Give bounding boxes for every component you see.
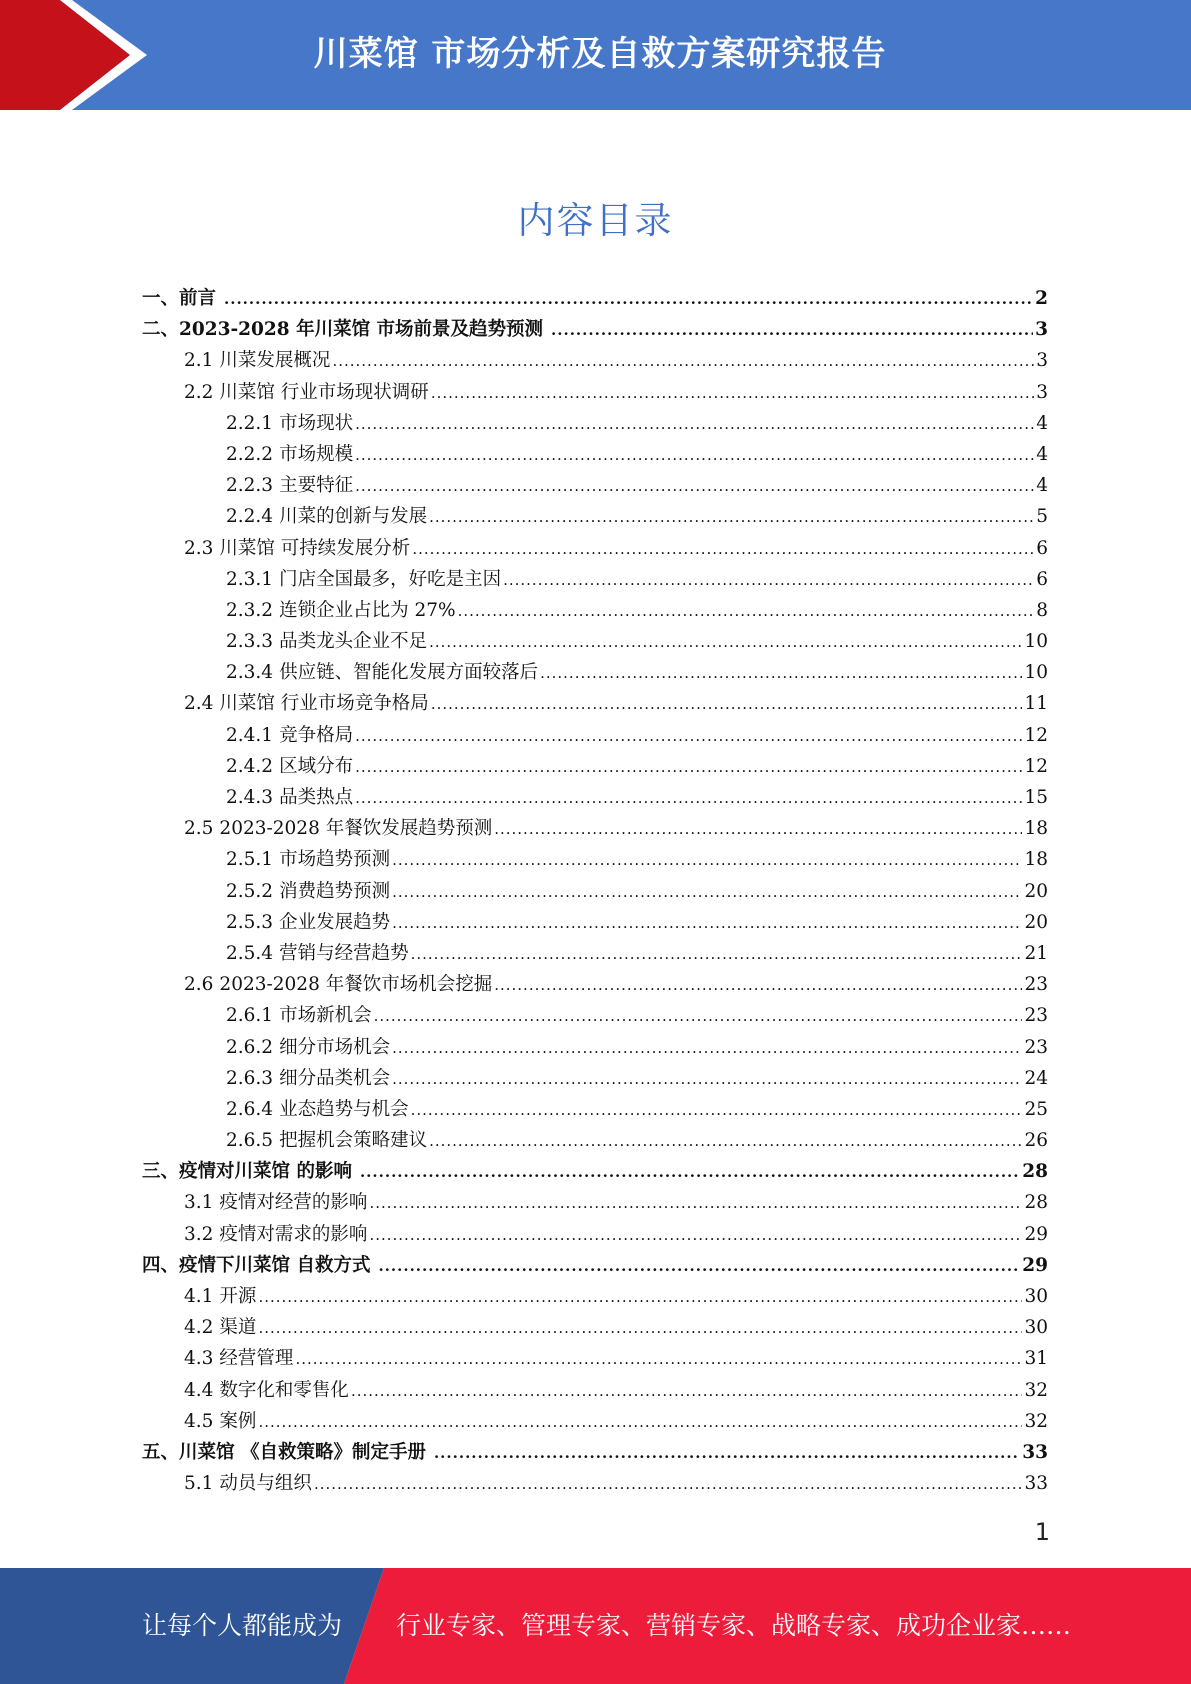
toc-entry[interactable]: [142, 689, 1048, 720]
chevron-decoration: [0, 0, 160, 110]
toc-dot-leader: [355, 415, 1034, 433]
toc-entry[interactable]: [142, 565, 1048, 596]
toc-entry-page: 32: [1024, 1379, 1048, 1401]
toc-entry-page: 6: [1036, 537, 1048, 559]
toc-entry-title: 细分市场机会: [279, 1036, 391, 1058]
toc-entry[interactable]: [142, 1376, 1048, 1407]
toc-entry-number: 四、疫情下川菜馆 自救方式: [142, 1254, 371, 1276]
toc-entry-title: 2023-2028 年餐饮发展趋势预测: [219, 818, 493, 840]
toc-entry-page: 21: [1024, 942, 1048, 964]
toc-entry-number: 2.6: [184, 974, 214, 996]
toc-entry-title: 业态趋势与机会: [279, 1098, 409, 1120]
toc-entry-page: 30: [1024, 1317, 1048, 1339]
toc-dot-leader: [369, 1226, 1022, 1244]
toc-entry-title: 把握机会策略建议: [279, 1130, 428, 1152]
toc-heading: 内容目录: [517, 199, 674, 242]
toc-entry-page: 33: [1022, 1441, 1048, 1463]
toc-dot-leader: [314, 1475, 1023, 1493]
toc-entry-page: 24: [1024, 1067, 1048, 1089]
toc-entry[interactable]: [142, 1469, 1048, 1500]
toc-dot-leader: [494, 820, 1022, 838]
toc-entry-number: 4.2: [184, 1317, 214, 1339]
toc-entry-number: 2.6.1: [226, 1005, 274, 1027]
toc-entry-title: 品类龙头企业不足: [279, 631, 428, 653]
toc-entry-page: 8: [1036, 599, 1048, 621]
toc-entry-number: 2.5: [184, 818, 214, 840]
toc-entry-number: 4.5: [184, 1410, 214, 1432]
toc-dot-leader: [355, 477, 1034, 495]
toc-dot-leader: [494, 976, 1022, 994]
toc-entry-number: 2.5.3: [226, 911, 274, 933]
toc-entry-title: 动员与组织: [219, 1473, 312, 1495]
toc-entry-number: 2.4.3: [226, 787, 274, 808]
toc-dot-leader: [378, 1257, 1020, 1275]
toc-dot-leader: [411, 945, 1023, 963]
toc-entry-number: 2.4.2: [226, 755, 274, 777]
toc-entry-title: 细分品类机会: [279, 1067, 391, 1089]
toc-entry-number: 2.3.1: [226, 568, 274, 590]
toc-entry-title: 竞争格局: [279, 724, 354, 746]
toc-entry-number: 五、川菜馆 《自救策略》制定手册: [142, 1441, 426, 1463]
toc-entry-page: 32: [1024, 1410, 1048, 1432]
footer-slogan: 让每个人都能成为: [142, 1611, 343, 1640]
toc-entry-title: 2023-2028 年餐饮市场机会挖掘: [219, 974, 493, 996]
toc-entry-number: 2.3.2: [226, 599, 274, 621]
toc-entry-page: 26: [1024, 1130, 1048, 1152]
toc-entry-number: 2.5.2: [226, 880, 274, 902]
toc-entry-title: 川菜的创新与发展: [279, 506, 428, 528]
toc-entry-page: 29: [1024, 1223, 1048, 1245]
toc-dot-leader: [351, 1382, 1023, 1400]
toc-entry-page: 12: [1024, 755, 1048, 777]
toc-entry-number: 2.3.3: [226, 631, 274, 653]
toc-entry-title: 开源: [219, 1286, 257, 1307]
toc-entry[interactable]: [142, 1033, 1048, 1064]
toc-entry[interactable]: [142, 939, 1048, 970]
toc-entry-page: 4: [1036, 412, 1048, 434]
toc-entry-page: 31: [1024, 1348, 1048, 1370]
toc-entry-title: 区域分布: [279, 755, 354, 777]
toc-entry[interactable]: [142, 1407, 1048, 1438]
toc-entry[interactable]: [142, 877, 1048, 908]
toc-entry-title: 营销与经营趋势: [279, 942, 409, 964]
toc-dot-leader: [224, 290, 1033, 308]
report-title: 川菜馆 市场分析及自救方案研究报告: [313, 34, 887, 74]
toc-entry[interactable]: [142, 1157, 1048, 1188]
toc-entry-page: 23: [1024, 974, 1048, 996]
toc-entry-title: 川菜馆 行业市场竞争格局: [219, 693, 429, 715]
toc-entry[interactable]: [142, 1126, 1048, 1157]
toc-entry-number: 2.5.1: [226, 849, 274, 871]
toc-entry[interactable]: [142, 1282, 1048, 1313]
toc-dot-leader: [355, 758, 1022, 776]
toc-entry-title: 市场趋势预测: [279, 849, 391, 871]
toc-entry[interactable]: [142, 1064, 1048, 1095]
toc-entry-page: 10: [1024, 662, 1048, 684]
toc-entry[interactable]: [142, 1220, 1048, 1251]
toc-entry[interactable]: [142, 783, 1048, 814]
toc-entry-number: 2.2.2: [226, 443, 274, 465]
toc-entry[interactable]: [142, 409, 1048, 440]
toc-entry[interactable]: [142, 970, 1048, 1001]
toc-dot-leader: [355, 727, 1022, 745]
toc-entry[interactable]: [142, 752, 1048, 783]
toc-entry-page: 2: [1035, 288, 1048, 309]
toc-entry-title: 经营管理: [219, 1348, 294, 1370]
toc-dot-leader: [374, 1007, 1023, 1025]
header-band: [0, 0, 1191, 110]
toc-dot-leader: [392, 851, 1022, 869]
toc-entry-number: 2.3: [184, 537, 214, 559]
toc-entry-page: 3: [1035, 319, 1048, 341]
toc-entry-number: 2.3.4: [226, 662, 274, 684]
toc-entry-title: 企业发展趋势: [279, 911, 391, 933]
toc-entry-number: 2.6.3: [226, 1067, 274, 1089]
toc-dot-leader: [434, 1444, 1020, 1462]
toc-entry-title: 消费趋势预测: [279, 880, 391, 902]
toc-entry-page: 18: [1024, 818, 1048, 840]
toc-dot-leader: [503, 571, 1034, 589]
toc-entry-number: 4.1: [184, 1286, 214, 1307]
toc-entry[interactable]: [142, 378, 1048, 409]
toc-entry-page: 20: [1024, 880, 1048, 902]
toc-entry-page: 6: [1036, 568, 1048, 590]
toc-entry-page: 5: [1036, 506, 1048, 528]
toc-entry-number: 2.4: [184, 693, 214, 715]
toc-dot-leader: [429, 508, 1034, 526]
page-number: 1: [1034, 1518, 1050, 1546]
toc-dot-leader: [392, 1070, 1022, 1088]
toc-dot-leader: [458, 602, 1035, 620]
toc-entry-page: 3: [1036, 381, 1048, 403]
toc-entry-title: 市场规模: [279, 443, 354, 465]
toc-dot-leader: [431, 384, 1034, 402]
toc-entry-number: 三、疫情对川菜馆 的影响: [142, 1161, 352, 1183]
toc-entry[interactable]: [142, 534, 1048, 565]
toc-entry-page: 20: [1024, 911, 1048, 933]
toc-entry-number: 2.2.3: [226, 475, 274, 497]
toc-dot-leader: [369, 1194, 1022, 1212]
toc-entry-page: 15: [1024, 787, 1048, 808]
toc-entry-page: 18: [1024, 849, 1048, 871]
toc-entry[interactable]: [142, 346, 1048, 377]
toc-entry[interactable]: [142, 908, 1048, 939]
toc-entry-number: 一、前言: [142, 288, 217, 309]
toc-entry-page: 3: [1036, 350, 1048, 372]
toc-entry-title: 市场现状: [279, 412, 354, 434]
toc-entry-title: 川菜发展概况: [219, 350, 331, 372]
toc-dot-leader: [258, 1413, 1022, 1431]
toc-entry-page: 25: [1024, 1098, 1048, 1120]
toc-dot-leader: [392, 883, 1022, 901]
toc-entry-title: 疫情对经营的影响: [219, 1192, 368, 1214]
toc-entry[interactable]: [142, 440, 1048, 471]
toc-entry[interactable]: [142, 1251, 1048, 1282]
toc-entry-title: 疫情对需求的影响: [219, 1223, 368, 1245]
toc-entry-page: 30: [1024, 1286, 1048, 1307]
toc-dot-leader: [355, 446, 1034, 464]
toc-entry-page: 33: [1024, 1473, 1048, 1495]
toc-entry-title: 渠道: [219, 1317, 257, 1339]
toc-dot-leader: [551, 321, 1033, 339]
toc-entry-number: 2.2.4: [226, 506, 274, 528]
toc-dot-leader: [431, 695, 1023, 713]
toc-entry[interactable]: [142, 1095, 1048, 1126]
footer-expert-list: 行业专家、管理专家、营销专家、战略专家、成功企业家……: [396, 1611, 1072, 1640]
toc-entry-page: 29: [1022, 1254, 1048, 1276]
toc-entry-number: 2.2: [184, 381, 214, 403]
toc-entry-number: 2.2.1: [226, 412, 274, 434]
toc-entry-page: 10: [1024, 631, 1048, 653]
toc-entry-number: 2.6.2: [226, 1036, 274, 1058]
toc-entry-title: 案例: [219, 1410, 257, 1432]
toc-entry-title: 主要特征: [279, 475, 354, 497]
toc-dot-leader: [412, 540, 1034, 558]
toc-entry[interactable]: [142, 284, 1048, 315]
toc-entry[interactable]: [142, 627, 1048, 658]
toc-entry[interactable]: [142, 471, 1048, 502]
toc-entry-title: 川菜馆 可持续发展分析: [219, 537, 411, 559]
toc-entry-page: 11: [1024, 693, 1048, 715]
toc-dot-leader: [295, 1350, 1022, 1368]
toc-entry[interactable]: [142, 596, 1048, 627]
toc-entry-page: 28: [1022, 1161, 1048, 1183]
toc-entry-title: 数字化和零售化: [219, 1379, 349, 1401]
toc-entry-title: 川菜馆 行业市场现状调研: [219, 381, 429, 403]
toc-entry[interactable]: [142, 1313, 1048, 1344]
toc-entry-number: 2.4.1: [226, 724, 274, 746]
toc-dot-leader: [411, 1101, 1023, 1119]
toc-dot-leader: [360, 1163, 1020, 1181]
toc-entry-page: 23: [1024, 1005, 1048, 1027]
toc-dot-leader: [540, 664, 1022, 682]
toc-entry[interactable]: [142, 658, 1048, 689]
toc-entry-title: 品类热点: [279, 787, 354, 808]
toc-dot-leader: [258, 1319, 1022, 1337]
toc-entry-title: 门店全国最多，好吃是主因: [279, 568, 502, 590]
toc-entry-page: 23: [1024, 1036, 1048, 1058]
toc-entry[interactable]: [142, 721, 1048, 752]
chevron-red-shape: [0, 0, 130, 110]
toc-entry[interactable]: [142, 315, 1048, 346]
toc-entry-number: 2.6.4: [226, 1098, 274, 1120]
toc-entry-number: 二、2023-2028 年川菜馆 市场前景及趋势预测: [142, 319, 544, 341]
toc-dot-leader: [332, 352, 1034, 370]
toc-entry[interactable]: [142, 1438, 1048, 1469]
toc-entry-page: 28: [1024, 1192, 1048, 1214]
toc-entry[interactable]: [142, 814, 1048, 845]
toc-entry[interactable]: [142, 1188, 1048, 1219]
toc-entry-page: 12: [1024, 724, 1048, 746]
footer-band: [0, 1568, 1191, 1684]
toc-dot-leader: [258, 1288, 1022, 1306]
toc-dot-leader: [392, 1039, 1022, 1057]
toc-entry-number: 4.3: [184, 1348, 214, 1370]
toc-entry-number: 4.4: [184, 1379, 214, 1401]
toc-dot-leader: [355, 789, 1022, 807]
toc-entry[interactable]: [142, 845, 1048, 876]
table-of-contents: [142, 284, 1048, 1500]
toc-entry-number: 2.1: [184, 350, 214, 372]
toc-entry-number: 2.6.5: [226, 1130, 274, 1152]
toc-dot-leader: [429, 633, 1022, 651]
toc-dot-leader: [392, 914, 1022, 932]
toc-entry-number: 3.1: [184, 1192, 214, 1214]
toc-entry-page: 4: [1036, 443, 1048, 465]
toc-entry[interactable]: [142, 1001, 1048, 1032]
toc-entry-page: 4: [1036, 475, 1048, 497]
toc-entry[interactable]: [142, 1344, 1048, 1375]
toc-entry-number: 3.2: [184, 1223, 214, 1245]
toc-entry-title: 市场新机会: [279, 1005, 372, 1027]
toc-entry-number: 2.5.4: [226, 942, 274, 964]
toc-dot-leader: [429, 1132, 1022, 1150]
toc-entry-title: 供应链、智能化发展方面较落后: [279, 662, 539, 684]
toc-entry-number: 5.1: [184, 1473, 214, 1495]
toc-entry[interactable]: [142, 502, 1048, 533]
toc-entry-title: 连锁企业占比为 27%: [279, 599, 456, 621]
